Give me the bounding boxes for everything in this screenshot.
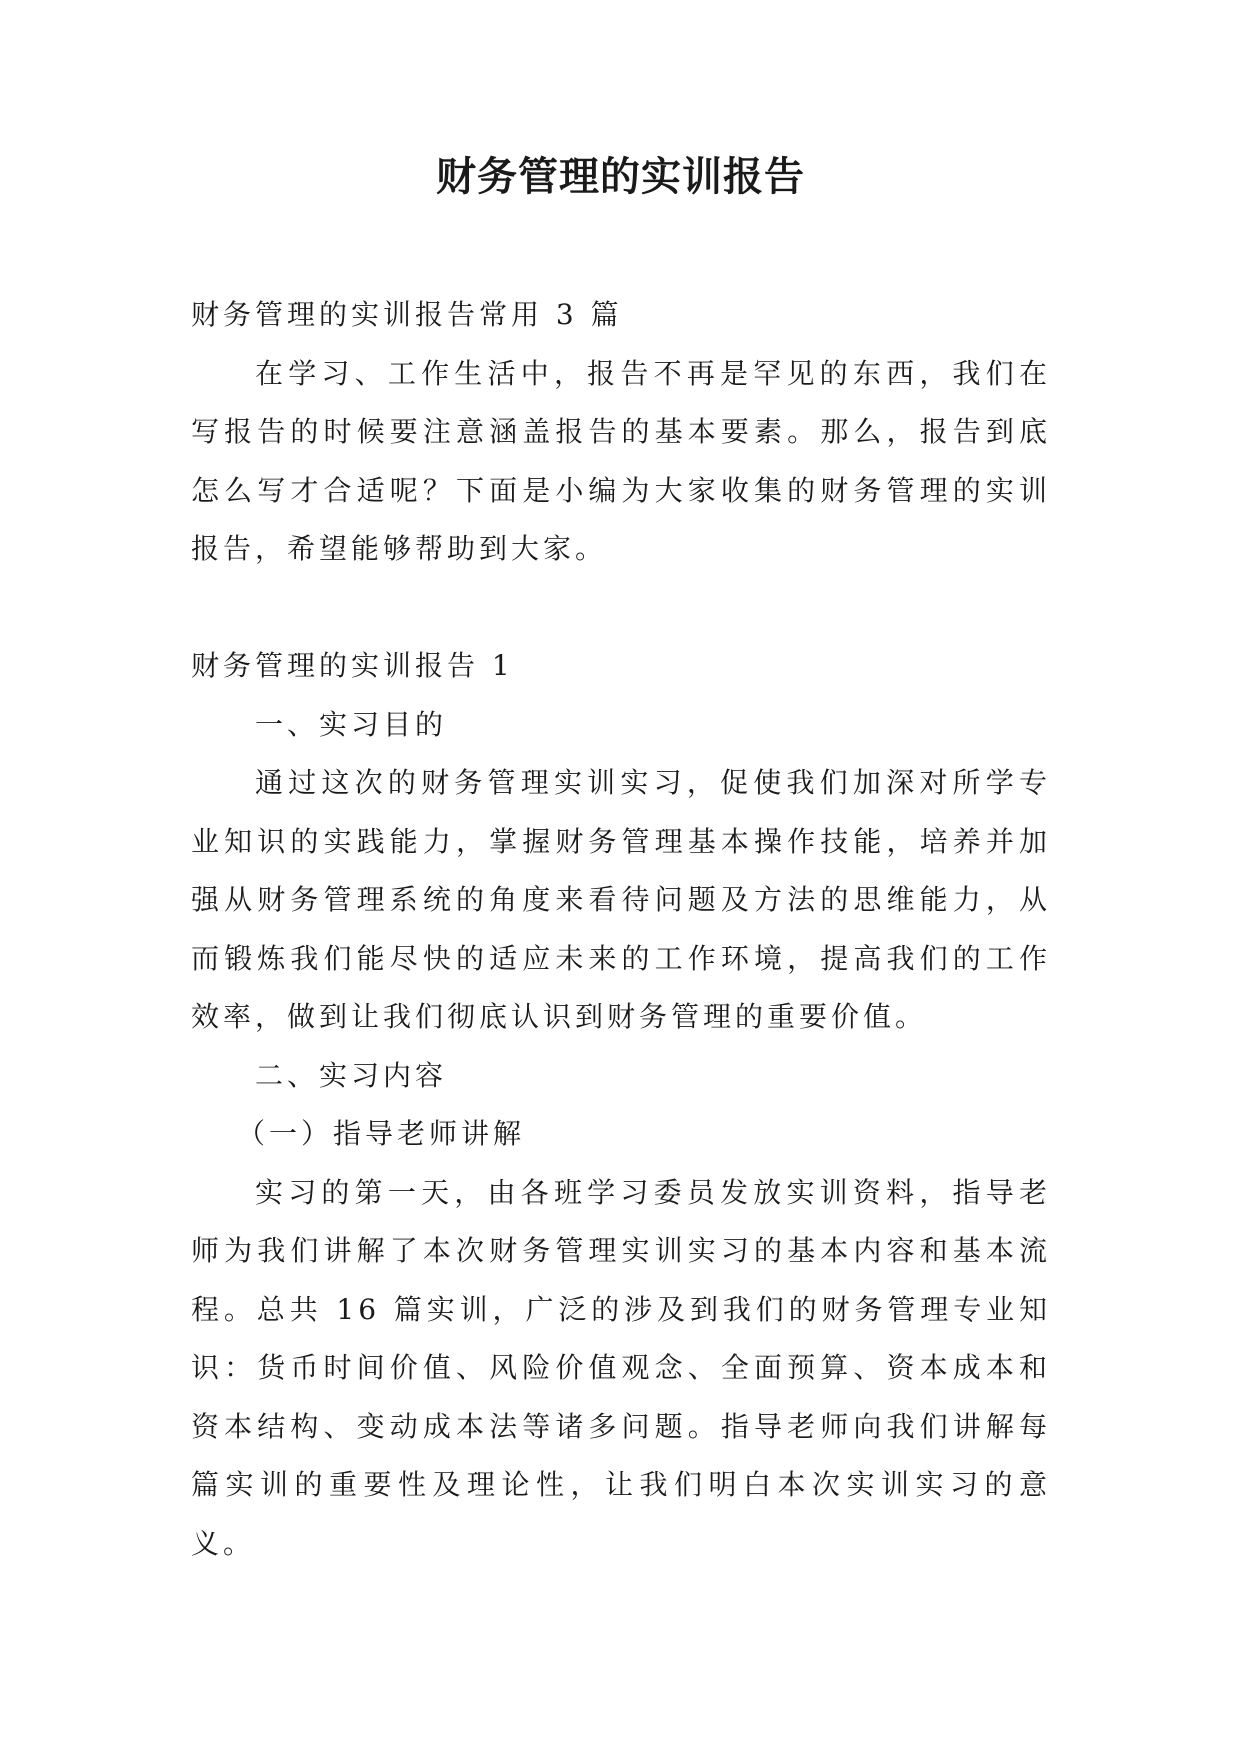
section-title: 财务管理的实训报告 1 [191,649,514,682]
subheading-teacher: （一）指导老师讲解 [237,1117,526,1150]
paragraph-gap [191,579,1051,638]
intro-paragraph: 在学习、工作生活中，报告不再是罕见的东西，我们在写报告的时候要注意涵盖报告的基本要素。那么，报告到底怎么写才合适呢？下面是小编为大家收集的财务管理的实训报告，希望能够帮助到大家。 [191,356,1051,565]
heading-content: 二、实习内容 [255,1058,448,1092]
document-body [191,286,1051,1573]
document-title: 财务管理的实训报告 [436,153,805,200]
purpose-paragraph: 通过这次的财务管理实训实习，促使我们加深对所学专业知识的实践能力，掌握财务管理基本操作技能，培养并加强从财务管理系统的角度来看待问题及方法的思维能力，从而锻炼我们能尽快的适应未来的工作环境，提高我们的工作效率，做到让我们彻底认识到财务管理的重要价值。 [191,766,1051,1033]
content-paragraph: 实习的第一天，由各班学习委员发放实训资料，指导老师为我们讲解了本次财务管理实训实习的基本内容和基本流程。总共 16 篇实训，广泛的涉及到我们的财务管理专业知识：货币时间价值、风险价值观念、全面预算、资本成本和资本结构、变动成本法等诸多问题。指导老师向我们讲解每篇实训的重要性及理论性，让我们明白本次实训实习的意义。 [191,1175,1051,1560]
heading-purpose: 一、实习目的 [255,707,448,741]
document-subtitle: 财务管理的实训报告常用 3 篇 [191,298,623,331]
